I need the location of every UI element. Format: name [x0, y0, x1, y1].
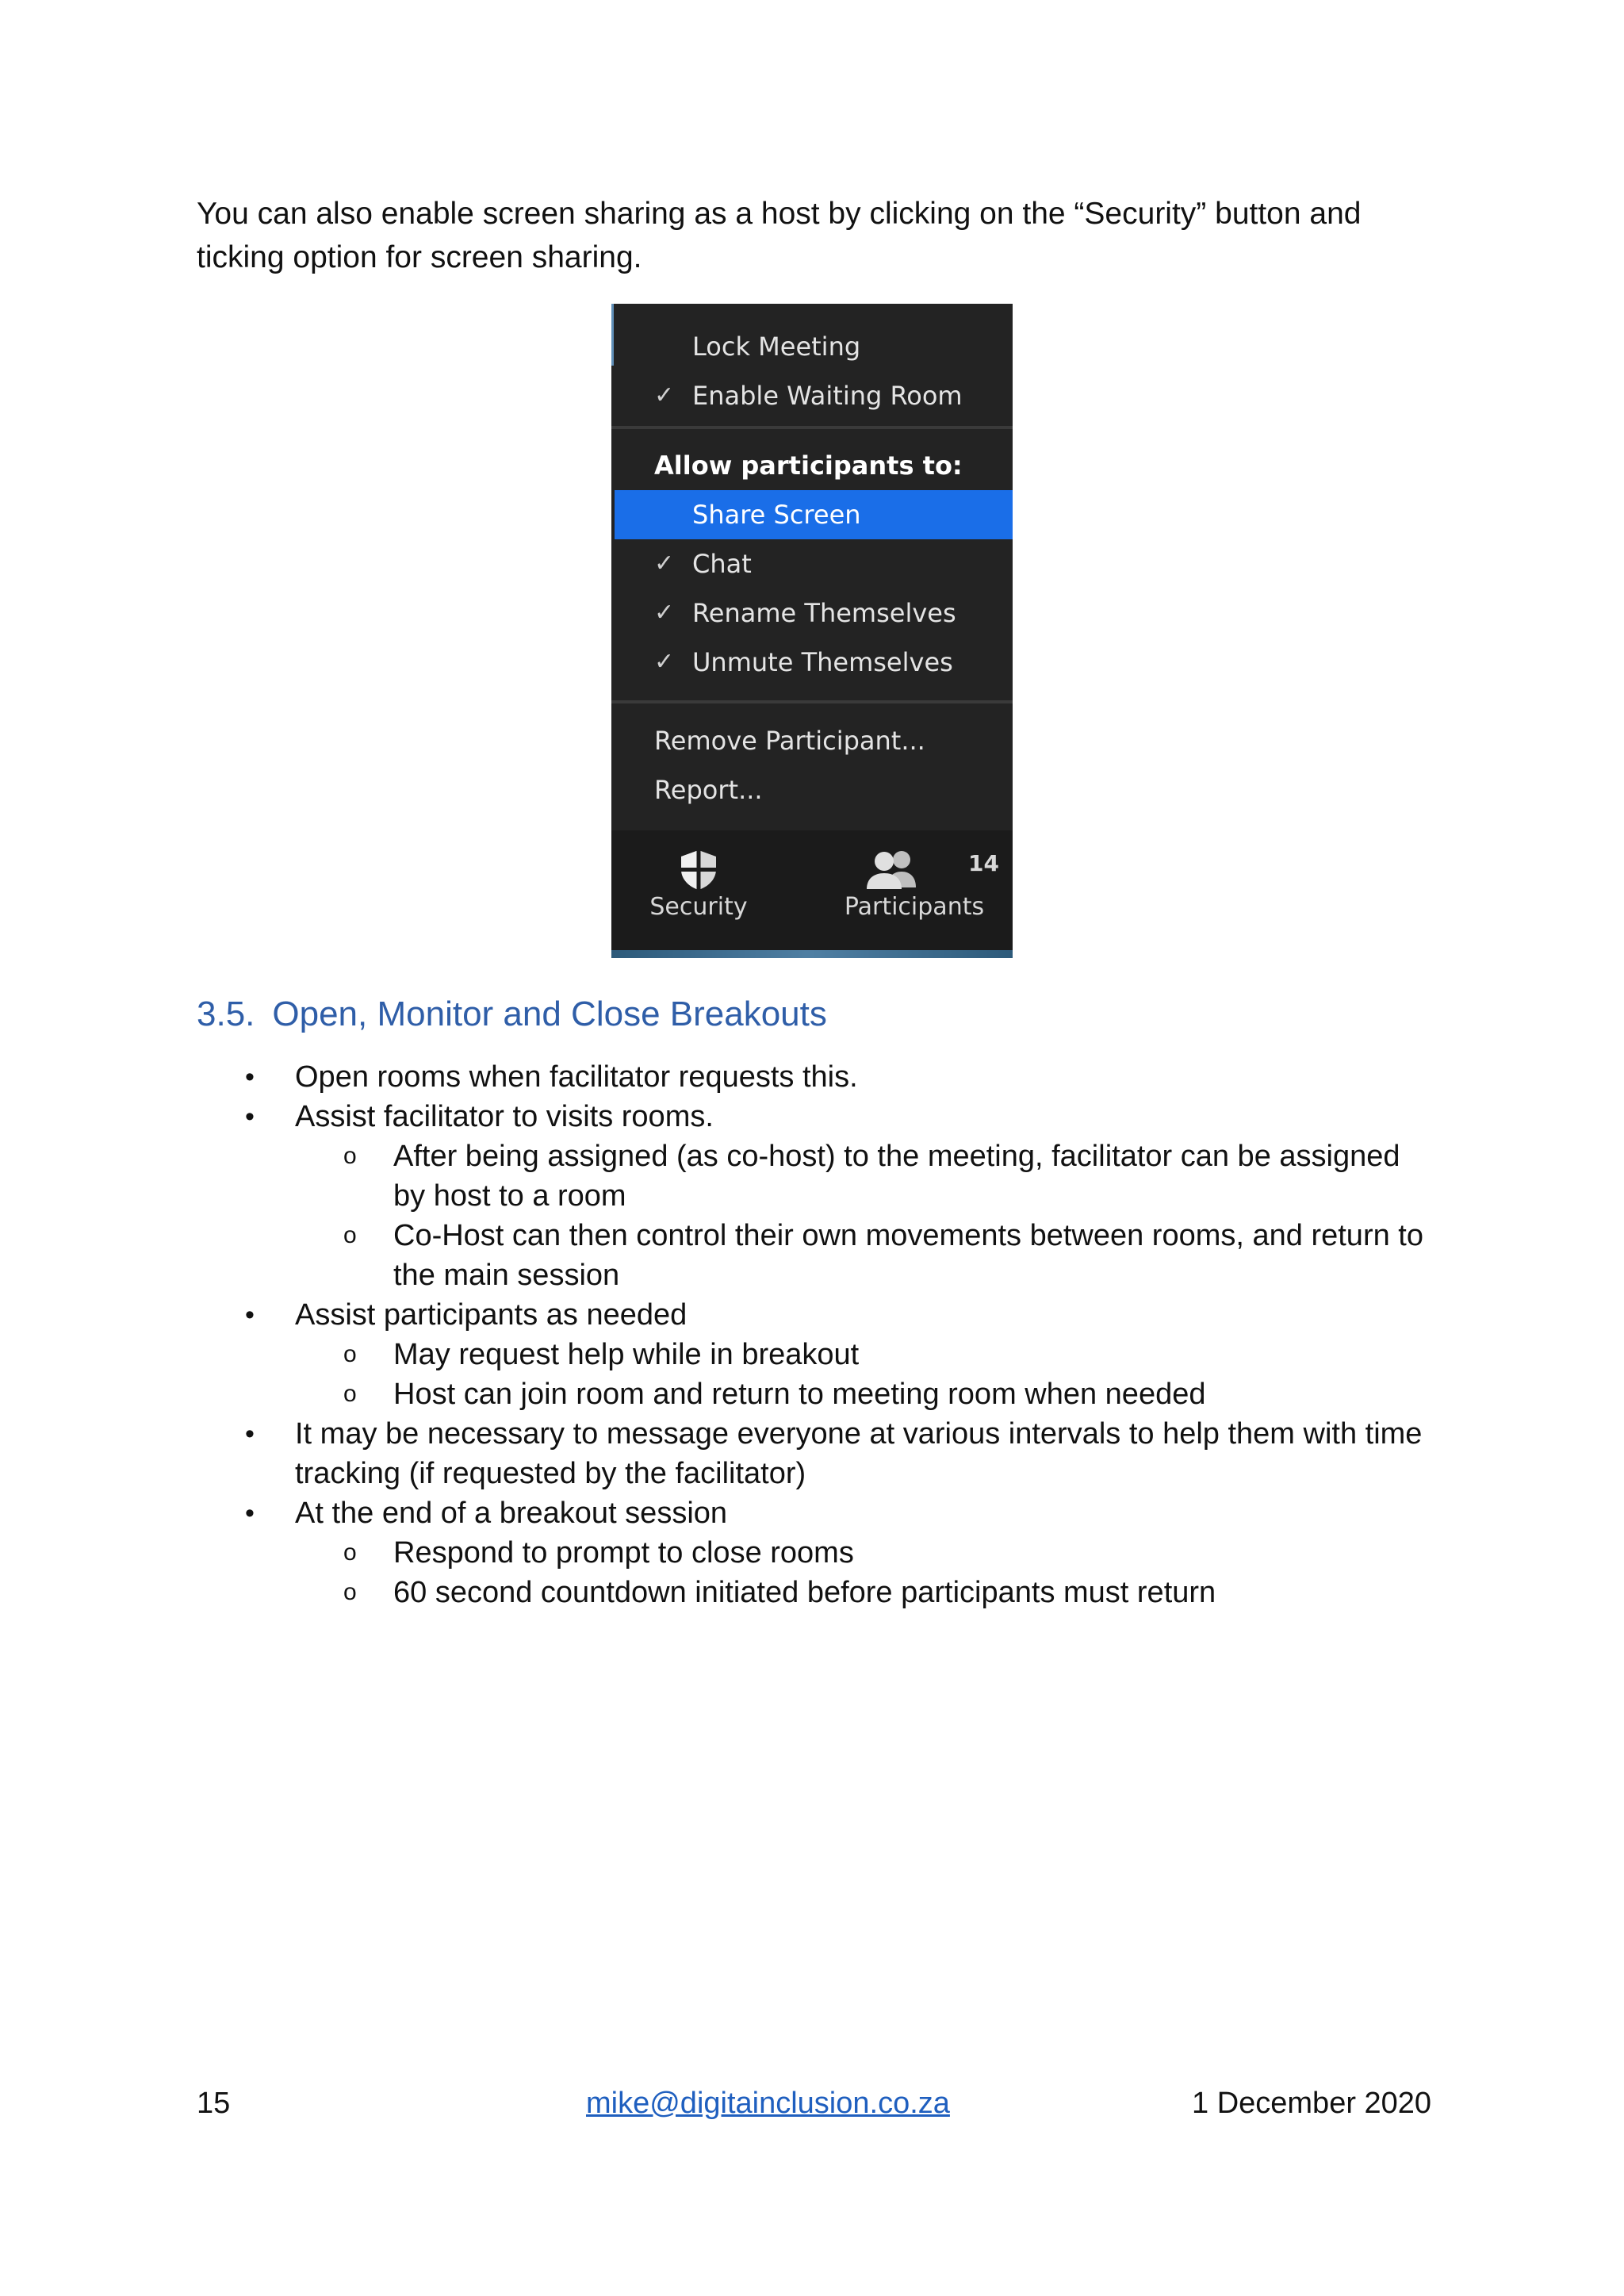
list-item-text: Host can join room and return to meeting room when needed	[393, 1378, 1206, 1411]
menu-item-unmute-themselves[interactable]	[615, 638, 1013, 687]
people-icon	[865, 848, 921, 892]
sub-bullet-icon: o	[343, 1381, 357, 1407]
allow-participants-heading	[615, 441, 1013, 490]
list-item-text: 60 second countdown initiated before participants must return	[393, 1576, 1216, 1609]
menu-item-enable-waiting-room[interactable]	[615, 371, 1013, 420]
list-item-text: It may be necessary to message everyone at various intervals to help them with time tracking (if requested by the facilitator)	[295, 1417, 1423, 1490]
menu-item-label: Unmute Themselves	[692, 647, 953, 677]
list-item-text: After being assigned (as co-host) to the meeting, facilitator can be assigned by host to a room	[393, 1140, 1400, 1213]
breakout-bullet-list	[0, 1057, 1624, 1612]
menu-item-label: Report...	[654, 775, 763, 805]
check-icon: ✓	[654, 381, 675, 409]
page-number: 15	[197, 2087, 231, 2120]
list-item	[0, 1097, 1434, 1137]
participants-count: 14	[968, 850, 999, 876]
sub-bullet-icon: o	[343, 1143, 357, 1169]
list-item-text: Respond to prompt to close rooms	[393, 1536, 854, 1570]
sub-list-item	[0, 1533, 1434, 1573]
list-item-text: Open rooms when facilitator requests this.	[295, 1060, 858, 1094]
list-item-text: Assist facilitator to visits rooms.	[295, 1100, 714, 1133]
security-menu-screenshot	[611, 304, 1013, 958]
menu-item-chat[interactable]	[615, 539, 1013, 588]
window-edge	[611, 304, 614, 366]
video-strip	[611, 950, 1013, 958]
check-icon: ✓	[654, 648, 675, 676]
security-button-label: Security	[649, 893, 748, 921]
menu-item-label: Remove Participant...	[654, 726, 925, 756]
menu-item-report[interactable]	[615, 765, 1013, 815]
menu-item-remove-participant[interactable]	[615, 716, 1013, 765]
menu-item-label: Rename Themselves	[692, 598, 956, 628]
sub-list-item	[0, 1216, 1434, 1295]
list-item-text: May request help while in breakout	[393, 1338, 860, 1371]
sub-bullet-icon: o	[343, 1579, 357, 1605]
sub-bullet-icon: o	[343, 1539, 357, 1566]
list-item	[0, 1057, 1434, 1097]
participants-button[interactable]	[827, 830, 1002, 958]
section-title: Open, Monitor and Close Breakouts	[272, 995, 827, 1033]
sub-bullet-icon: o	[343, 1222, 357, 1248]
page-footer	[0, 2081, 1624, 2125]
section-number: 3.5.	[197, 995, 255, 1033]
list-item	[0, 1295, 1434, 1335]
menu-item-label: Share Screen	[692, 500, 861, 530]
menu-item-lock-meeting[interactable]	[615, 322, 1013, 371]
menu-separator	[611, 700, 1013, 703]
menu-heading-label: Allow participants to:	[654, 450, 963, 481]
shield-icon	[676, 848, 721, 892]
footer-date: 1 December 2020	[1192, 2087, 1432, 2120]
check-icon: ✓	[654, 550, 675, 577]
bullet-icon: •	[245, 1300, 255, 1330]
menu-item-share-screen[interactable]	[615, 490, 1013, 539]
intro-paragraph: You can also enable screen sharing as a host by clicking on the “Security” button and ticking option for screen sharing.	[197, 197, 1362, 274]
sub-bullet-icon: o	[343, 1341, 357, 1367]
bullet-icon: •	[245, 1498, 255, 1528]
list-item-text: Assist participants as needed	[295, 1298, 688, 1332]
bullet-icon: •	[245, 1102, 255, 1132]
menu-separator	[611, 426, 1013, 429]
list-item-text: At the end of a breakout session	[295, 1497, 728, 1530]
sub-list-item	[0, 1137, 1434, 1216]
security-button[interactable]	[611, 830, 786, 958]
menu-item-rename-themselves[interactable]	[615, 588, 1013, 638]
bullet-icon: •	[245, 1419, 255, 1449]
meeting-toolbar	[611, 830, 1013, 958]
list-item	[0, 1414, 1434, 1493]
menu-item-label: Chat	[692, 549, 752, 579]
sub-list-item	[0, 1335, 1434, 1374]
sub-list-item	[0, 1573, 1434, 1612]
check-icon: ✓	[654, 599, 675, 627]
participants-button-label: Participants	[844, 893, 985, 921]
menu-item-label: Lock Meeting	[692, 332, 861, 362]
section-heading	[197, 991, 827, 1037]
bullet-icon: •	[245, 1062, 255, 1092]
sub-list-item	[0, 1374, 1434, 1414]
footer-email-link[interactable]: mike@digitainclusion.co.za	[586, 2087, 950, 2120]
list-item	[0, 1493, 1434, 1533]
menu-item-label: Enable Waiting Room	[692, 381, 963, 411]
list-item-text: Co-Host can then control their own movements between rooms, and return to the main session	[393, 1219, 1423, 1292]
